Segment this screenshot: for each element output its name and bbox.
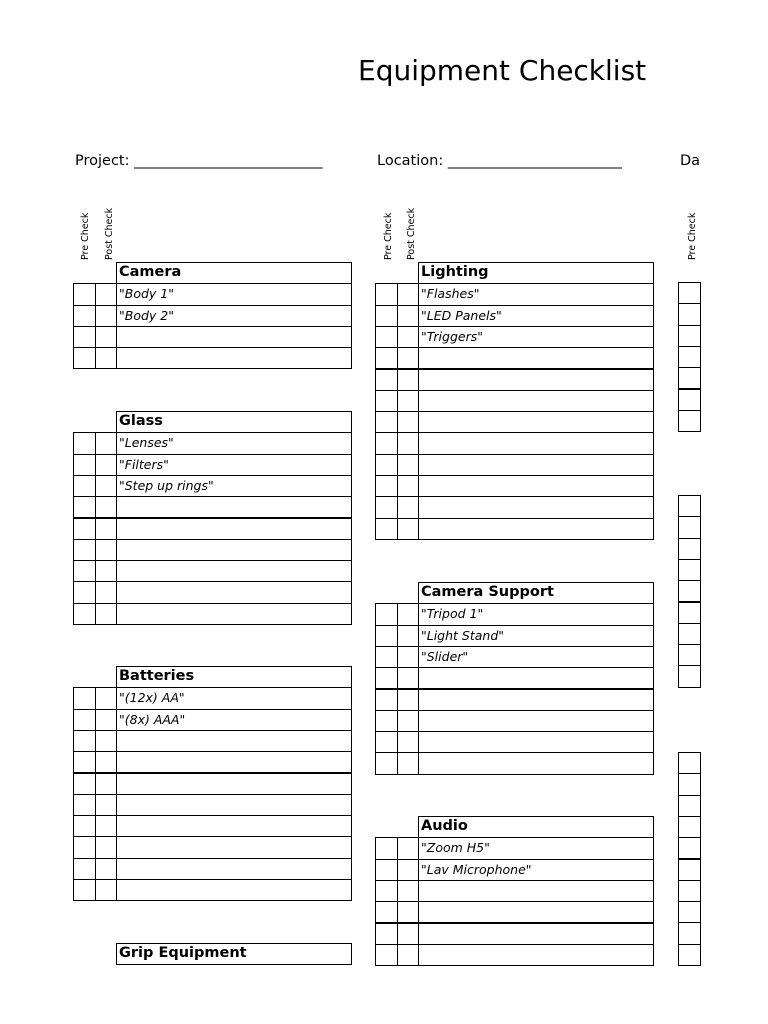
- pre-check-box[interactable]: [73, 326, 96, 348]
- post-check-box[interactable]: [95, 751, 117, 773]
- pre-check-box[interactable]: [678, 495, 701, 517]
- item-cell-batteries[interactable]: "(8x) AAA": [116, 709, 352, 731]
- pre-check-box[interactable]: [73, 794, 96, 816]
- pre-check-box[interactable]: [73, 603, 96, 625]
- item-cell-lighting[interactable]: [418, 390, 654, 412]
- pre-check-box[interactable]: [678, 816, 701, 838]
- pre-check-box[interactable]: [73, 836, 96, 858]
- pre-check-box[interactable]: [73, 496, 96, 518]
- post-check-box[interactable]: [397, 518, 419, 540]
- post-check-box[interactable]: [397, 496, 419, 518]
- item-cell-audio[interactable]: [418, 923, 654, 945]
- post-check-box[interactable]: [397, 752, 419, 774]
- pre-check-box[interactable]: [73, 687, 96, 709]
- pre-check-box[interactable]: [678, 901, 701, 923]
- post-check-box[interactable]: [397, 901, 419, 923]
- pre-check-box[interactable]: [375, 667, 398, 689]
- post-check-box[interactable]: [95, 773, 117, 795]
- post-check-box[interactable]: [95, 581, 117, 603]
- item-cell-camera-support[interactable]: [418, 689, 654, 711]
- pre-check-box[interactable]: [375, 710, 398, 732]
- pre-check-box[interactable]: [375, 475, 398, 497]
- item-cell-camera-support[interactable]: [418, 752, 654, 774]
- pre-check-box[interactable]: [73, 305, 96, 327]
- item-cell-batteries[interactable]: [116, 794, 352, 816]
- pre-check-label: Pre Check: [80, 212, 91, 260]
- post-check-box[interactable]: [397, 390, 419, 412]
- pre-check-box[interactable]: [375, 390, 398, 412]
- pre-check-box[interactable]: [73, 539, 96, 561]
- item-cell-audio[interactable]: "Zoom H5": [418, 837, 654, 859]
- post-check-box[interactable]: [397, 689, 419, 711]
- post-check-box[interactable]: [95, 560, 117, 582]
- pre-check-box[interactable]: [678, 922, 701, 944]
- item-cell-batteries[interactable]: "(12x) AA": [116, 687, 352, 709]
- post-check-label: Post Check: [104, 207, 115, 260]
- post-check-box[interactable]: [397, 944, 419, 966]
- item-cell-batteries[interactable]: [116, 836, 352, 858]
- item-cell-camera-support[interactable]: "Light Stand": [418, 625, 654, 647]
- pre-check-box[interactable]: [375, 496, 398, 518]
- post-check-box[interactable]: [95, 475, 117, 497]
- item-cell-lighting[interactable]: [418, 411, 654, 433]
- pre-check-box[interactable]: [73, 858, 96, 880]
- item-cell-camera-support[interactable]: [418, 667, 654, 689]
- pre-check-box[interactable]: [73, 283, 96, 305]
- post-check-box[interactable]: [95, 687, 117, 709]
- item-cell-batteries[interactable]: [116, 751, 352, 773]
- pre-check-box[interactable]: [375, 837, 398, 859]
- item-cell-batteries[interactable]: [116, 773, 352, 795]
- item-cell-lighting[interactable]: "LED Panels": [418, 305, 654, 327]
- pre-check-box[interactable]: [678, 346, 701, 368]
- post-check-box[interactable]: [95, 305, 117, 327]
- project-field[interactable]: Project: __________________________: [75, 153, 323, 169]
- pre-check-box[interactable]: [73, 709, 96, 731]
- item-cell-batteries[interactable]: [116, 858, 352, 880]
- location-field[interactable]: Location: ________________________: [377, 153, 622, 169]
- item-cell-audio[interactable]: [418, 901, 654, 923]
- pre-check-box[interactable]: [73, 475, 96, 497]
- pre-check-box[interactable]: [73, 815, 96, 837]
- pre-check-box[interactable]: [678, 623, 701, 645]
- pre-check-box[interactable]: [678, 644, 701, 666]
- pre-check-box[interactable]: [375, 305, 398, 327]
- pre-check-box[interactable]: [375, 347, 398, 369]
- pre-check-label: Pre Check: [383, 212, 394, 260]
- post-check-box[interactable]: [95, 836, 117, 858]
- date-field[interactable]: Da: [680, 153, 701, 169]
- post-check-box[interactable]: [397, 475, 419, 497]
- pre-check-box[interactable]: [678, 325, 701, 347]
- item-cell-lighting[interactable]: [418, 347, 654, 369]
- section-header-glass: Glass: [116, 411, 352, 433]
- post-check-box[interactable]: [397, 603, 419, 625]
- pre-check-box[interactable]: [375, 326, 398, 348]
- post-check-box[interactable]: [397, 432, 419, 454]
- post-check-box[interactable]: [397, 667, 419, 689]
- pre-check-box[interactable]: [375, 944, 398, 966]
- pre-check-box[interactable]: [678, 367, 701, 389]
- pre-check-box[interactable]: [375, 432, 398, 454]
- item-cell-glass[interactable]: [116, 560, 352, 582]
- item-cell-glass[interactable]: [116, 603, 352, 625]
- item-cell-camera[interactable]: "Body 1": [116, 283, 352, 305]
- pre-check-box[interactable]: [678, 410, 701, 432]
- item-cell-lighting[interactable]: "Flashes": [418, 283, 654, 305]
- pre-check-box[interactable]: [375, 369, 398, 391]
- pre-check-box[interactable]: [375, 859, 398, 881]
- pre-check-box[interactable]: [678, 859, 701, 881]
- item-cell-audio[interactable]: [418, 944, 654, 966]
- item-cell-glass[interactable]: "Step up rings": [116, 475, 352, 497]
- item-cell-glass[interactable]: "Lenses": [116, 432, 352, 454]
- section-header-lighting: Lighting: [418, 262, 654, 284]
- section-header-camera-support: Camera Support: [418, 582, 654, 604]
- post-check-box[interactable]: [397, 923, 419, 945]
- section-header-batteries: Batteries: [116, 666, 352, 688]
- post-check-box[interactable]: [397, 625, 419, 647]
- item-cell-batteries[interactable]: [116, 730, 352, 752]
- post-check-box[interactable]: [95, 539, 117, 561]
- item-cell-camera[interactable]: [116, 326, 352, 348]
- post-check-box[interactable]: [95, 858, 117, 880]
- pre-check-box[interactable]: [678, 389, 701, 411]
- item-cell-batteries[interactable]: [116, 815, 352, 837]
- pre-check-box[interactable]: [73, 518, 96, 540]
- pre-check-box[interactable]: [375, 411, 398, 433]
- post-check-box[interactable]: [95, 454, 117, 476]
- post-check-box[interactable]: [95, 794, 117, 816]
- pre-check-box[interactable]: [73, 454, 96, 476]
- item-cell-audio[interactable]: [418, 880, 654, 902]
- item-cell-lighting[interactable]: [418, 475, 654, 497]
- item-cell-camera[interactable]: "Body 2": [116, 305, 352, 327]
- item-cell-audio[interactable]: "Lav Microphone": [418, 859, 654, 881]
- post-check-box[interactable]: [397, 283, 419, 305]
- pre-check-box[interactable]: [678, 538, 701, 560]
- item-cell-glass[interactable]: "Filters": [116, 454, 352, 476]
- pre-check-box[interactable]: [73, 879, 96, 901]
- post-check-box[interactable]: [95, 283, 117, 305]
- pre-check-box[interactable]: [375, 518, 398, 540]
- post-check-box[interactable]: [397, 369, 419, 391]
- pre-check-box[interactable]: [73, 347, 96, 369]
- item-cell-glass[interactable]: [116, 518, 352, 540]
- pre-check-box[interactable]: [678, 837, 701, 859]
- post-check-box[interactable]: [397, 347, 419, 369]
- post-check-box[interactable]: [397, 305, 419, 327]
- item-cell-lighting[interactable]: [418, 369, 654, 391]
- item-cell-camera-support[interactable]: [418, 731, 654, 753]
- pre-check-box[interactable]: [375, 923, 398, 945]
- item-cell-glass[interactable]: [116, 581, 352, 603]
- item-cell-glass[interactable]: [116, 539, 352, 561]
- item-cell-glass[interactable]: [116, 496, 352, 518]
- pre-check-box[interactable]: [375, 880, 398, 902]
- page-title: Equipment Checklist: [358, 54, 647, 87]
- item-cell-camera-support[interactable]: "Slider": [418, 646, 654, 668]
- pre-check-box[interactable]: [678, 602, 701, 624]
- section-header-audio: Audio: [418, 816, 654, 838]
- item-cell-lighting[interactable]: [418, 432, 654, 454]
- item-cell-lighting[interactable]: [418, 496, 654, 518]
- post-check-box[interactable]: [95, 730, 117, 752]
- post-check-box[interactable]: [95, 518, 117, 540]
- post-check-box[interactable]: [397, 411, 419, 433]
- pre-check-box[interactable]: [678, 559, 701, 581]
- post-check-box[interactable]: [95, 496, 117, 518]
- pre-check-box[interactable]: [678, 944, 701, 966]
- pre-check-box[interactable]: [375, 731, 398, 753]
- pre-check-box[interactable]: [73, 751, 96, 773]
- section-header-grip-equipment: Grip Equipment: [116, 943, 352, 965]
- post-check-box[interactable]: [397, 880, 419, 902]
- pre-check-box[interactable]: [678, 580, 701, 602]
- item-cell-camera-support[interactable]: "Tripod 1": [418, 603, 654, 625]
- pre-check-box[interactable]: [678, 665, 701, 687]
- pre-check-box[interactable]: [678, 303, 701, 325]
- item-cell-camera-support[interactable]: [418, 710, 654, 732]
- post-check-box[interactable]: [95, 347, 117, 369]
- post-check-box[interactable]: [95, 815, 117, 837]
- pre-check-box[interactable]: [73, 773, 96, 795]
- pre-check-box[interactable]: [678, 773, 701, 795]
- item-cell-camera[interactable]: [116, 347, 352, 369]
- post-check-box[interactable]: [95, 603, 117, 625]
- pre-check-box[interactable]: [375, 646, 398, 668]
- pre-check-box[interactable]: [375, 689, 398, 711]
- post-check-box[interactable]: [397, 454, 419, 476]
- post-check-box[interactable]: [397, 646, 419, 668]
- post-check-label: Post Check: [406, 207, 417, 260]
- pre-check-box[interactable]: [375, 283, 398, 305]
- pre-check-label: Pre Check: [687, 212, 698, 260]
- pre-check-box[interactable]: [678, 795, 701, 817]
- item-cell-lighting[interactable]: [418, 518, 654, 540]
- pre-check-box[interactable]: [73, 432, 96, 454]
- pre-check-box[interactable]: [73, 581, 96, 603]
- pre-check-box[interactable]: [375, 752, 398, 774]
- pre-check-box[interactable]: [678, 880, 701, 902]
- post-check-box[interactable]: [95, 432, 117, 454]
- post-check-box[interactable]: [95, 709, 117, 731]
- item-cell-lighting[interactable]: [418, 454, 654, 476]
- item-cell-lighting[interactable]: "Triggers": [418, 326, 654, 348]
- post-check-box[interactable]: [397, 859, 419, 881]
- pre-check-box[interactable]: [375, 454, 398, 476]
- pre-check-box[interactable]: [73, 730, 96, 752]
- post-check-box[interactable]: [397, 731, 419, 753]
- post-check-box[interactable]: [95, 879, 117, 901]
- post-check-box[interactable]: [95, 326, 117, 348]
- post-check-box[interactable]: [397, 710, 419, 732]
- pre-check-box[interactable]: [73, 560, 96, 582]
- pre-check-box[interactable]: [375, 901, 398, 923]
- section-header-camera: Camera: [116, 262, 352, 284]
- pre-check-box[interactable]: [375, 603, 398, 625]
- post-check-box[interactable]: [397, 326, 419, 348]
- pre-check-box[interactable]: [678, 752, 701, 774]
- post-check-box[interactable]: [397, 837, 419, 859]
- pre-check-box[interactable]: [678, 282, 701, 304]
- item-cell-batteries[interactable]: [116, 879, 352, 901]
- pre-check-box[interactable]: [678, 516, 701, 538]
- pre-check-box[interactable]: [375, 625, 398, 647]
